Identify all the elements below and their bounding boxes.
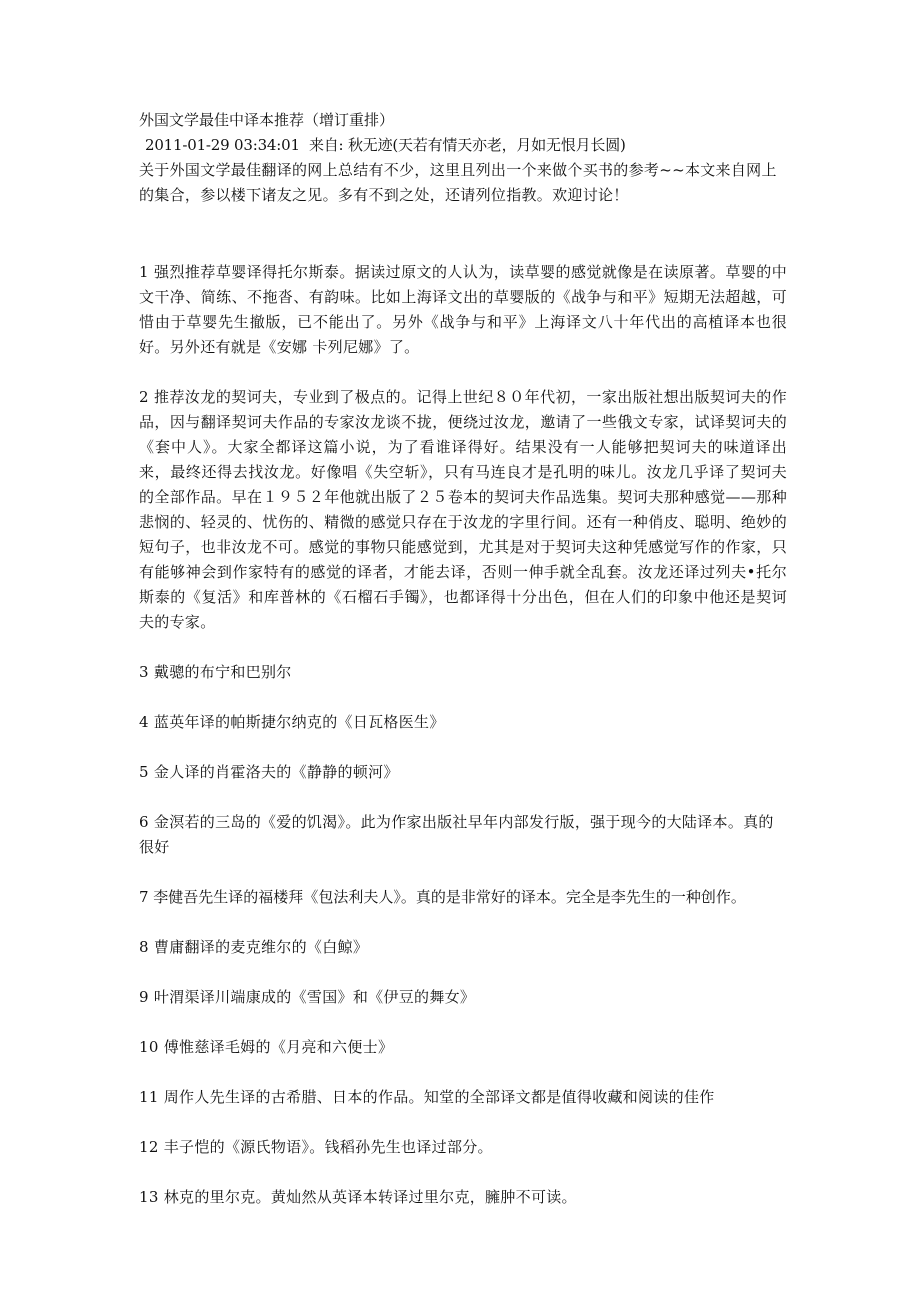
intro-paragraph: 关于外国文学最佳翻译的网上总结有不少，这里且列出一个来做个买书的参考~~本文来自网上的集合，参以楼下诸友之见。多有不到之处，还请列位指教。欢迎讨论！ (139, 161, 777, 204)
list-item-4: 4 蓝英年译的帕斯捷尔纳克的《日瓦格医生》 (139, 713, 445, 731)
list-item-10: 10 傅惟慈译毛姆的《月亮和六便士》 (139, 1038, 394, 1056)
list-item-6: 6 金溟若的三岛的《爱的饥渴》。此为作家出版社早年内部发行版，强于现今的大陆译本。真的很好 (139, 813, 774, 856)
list-item-11: 11 周作人先生译的古希腊、日本的作品。知堂的全部译文都是值得收藏和阅读的佳作 (139, 1088, 715, 1106)
list-item-1: 1 强烈推荐草婴译得托尔斯泰。据读过原文的人认为，读草婴的感觉就像是在读原著。草婴的中文干净、简练、不拖沓、有韵味。比如上海译文出的草婴版的《战争与和平》短期无法超越，可惜由于草婴先生撤版，已不能出了。另外《战争与和平》上海译文八十年代出的高植译本也很好。另外还有就是《安娜 卡列尼娜》了。 (139, 263, 787, 356)
list-item-5: 5 金人译的肖霍洛夫的《静静的顿河》 (139, 763, 399, 781)
list-item-8: 8 曹庸翻译的麦克维尔的《白鲸》 (139, 938, 369, 956)
document-title: 外国文学最佳中译本推荐（增订重排） (139, 111, 395, 129)
post-meta: 2011-01-29 03:34:01 来自: 秋无迹(天若有情天亦老，月如无恨月长圆) (145, 136, 626, 154)
list-item-13: 13 林克的里尔克。黄灿然从英译本转译过里尔克，臃肿不可读。 (139, 1188, 577, 1206)
list-item-3: 3 戴骢的布宁和巴别尔 (139, 663, 292, 681)
list-item-7: 7 李健吾先生译的福楼拜《包法利夫人》。真的是非常好的译本。完全是李先生的一种创作。 (139, 888, 746, 906)
list-item-2: 2 推荐汝龙的契诃夫，专业到了极点的。记得上世纪８０年代初，一家出版社想出版契诃夫的作品，因与翻译契诃夫作品的专家汝龙谈不拢，便绕过汝龙，邀请了一些俄文专家，试译契诃夫的《套中人》。大家全都译这篇小说，为了看谁译得好。结果没有一人能够把契诃夫的味道译出来，最终还得去找汝龙。好像唱《失空斩》，只有马连良才是孔明的味儿。汝龙几乎译了契诃夫的全部作品。早在１９５２年他就出版了２５卷本的契诃夫作品选集。契诃夫那种感觉——那种悲悯的、轻灵的、忧伤的、精微的感觉只存在于汝龙的字里行间。还有一种俏皮、聪明、绝妙的短句子，也非汝龙不可。感觉的事物只能感觉到，尤其是对于契诃夫这种凭感觉写作的作家，只有能够神会到作家特有的感觉的译者，才能去译，否则一伸手就全乱套。汝龙还译过列夫•托尔斯泰的《复活》和库普林的《石榴石手镯》，也都译得十分出色，但在人们的印象中他还是契诃夫的专家。 (139, 388, 787, 631)
list-item-12: 12 丰子恺的《源氏物语》。钱稻孙先生也译过部分。 (139, 1138, 493, 1156)
section-spacer (139, 208, 787, 260)
document-page (139, 108, 787, 1235)
list-item-9: 9 叶渭渠译川端康成的《雪国》和《伊豆的舞女》 (139, 988, 476, 1006)
